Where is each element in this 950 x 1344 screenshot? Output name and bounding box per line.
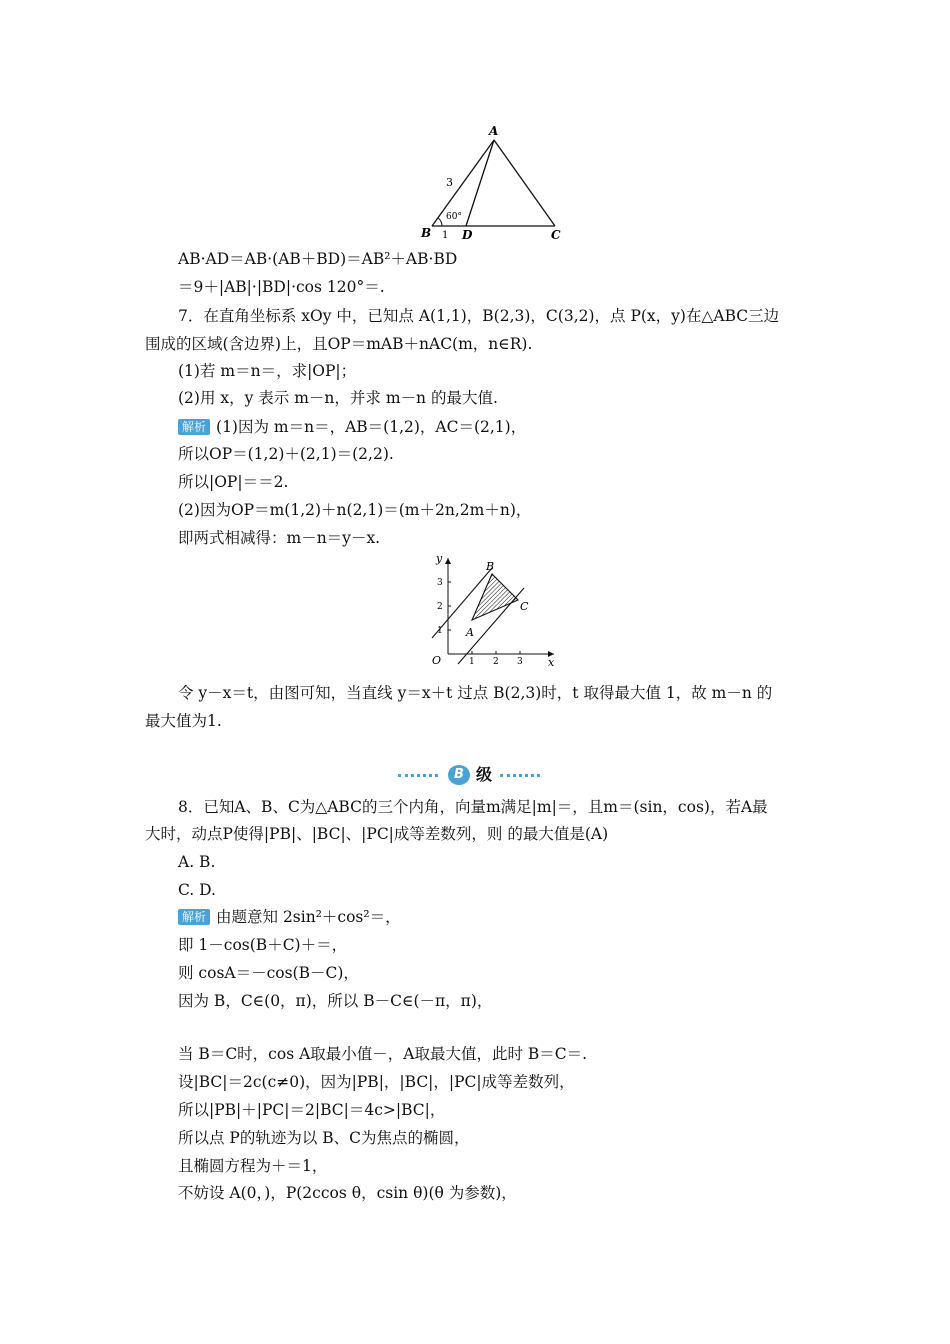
label-C: C	[551, 228, 561, 242]
solution-line	[178, 417, 526, 437]
text-line: 所以OP＝(1,2)＋(2,1)＝(2,2).	[178, 445, 394, 463]
solution-tag: 解析	[178, 419, 210, 435]
tick-label-y1: 1	[437, 626, 443, 636]
text-line: 最大值为1.	[145, 712, 222, 730]
divider-dots-right	[500, 774, 540, 777]
problem-8-line: 大时，动点P使得|PB|、|BC|、|PC|成等差数列，则 的最大值是(A)	[145, 825, 609, 843]
tick-label-x1: 1	[469, 657, 475, 667]
choice-line: C. D.	[178, 881, 216, 899]
text-line: 当 B＝C时，cos A取最小值－，A取最大值，此时 B＝C＝.	[178, 1045, 588, 1063]
label-angle: 60°	[446, 212, 462, 222]
label-seg-1: 1	[442, 230, 449, 241]
solution-text: (1)因为 m＝n＝，AB＝(1,2)，AC＝(2,1)，	[216, 418, 527, 436]
label-side-3: 3	[446, 176, 453, 189]
solution-line	[178, 907, 401, 927]
text-line: 则 cosA＝－cos(B－C)，	[178, 964, 359, 982]
text-line: 所以|OP|＝＝2.	[178, 473, 289, 491]
label-A: A	[489, 124, 499, 138]
coordinate-figure	[424, 550, 559, 670]
origin-label: O	[432, 654, 442, 667]
text-line: 所以点 P的轨迹为以 B、C为焦点的椭圆，	[178, 1129, 470, 1147]
text-line: 即 1－cos(B＋C)＋＝，	[178, 936, 348, 954]
text-line: 令 y－x＝t，由图可知，当直线 y＝x＋t 过点 B(2,3)时，t 取得最大值 1，故 m－n 的	[178, 684, 773, 702]
text-line: AB·AD＝AB·(AB＋BD)＝AB²＋AB·BD	[178, 250, 458, 268]
text-line: 所以|PB|＋|PC|＝2|BC|＝4c>|BC|，	[178, 1101, 446, 1119]
text-line: 不妨设 A(0，)，P(2ccos θ，csin θ)(θ 为参数)，	[178, 1184, 517, 1202]
text-line: 即两式相减得：m－n＝y－x.	[178, 529, 381, 547]
problem-7-line: 7．在直角坐标系 xOy 中，已知点 A(1,1)，B(2,3)，C(3,2)，点 P(x，y)在△ABC三边	[178, 307, 780, 325]
level-b-divider	[388, 765, 558, 785]
text-line: 因为 B，C∈(0，π)，所以 B－C∈(－π，π)，	[178, 992, 493, 1010]
choice-line: A. B.	[178, 853, 216, 871]
problem-7-line: 围成的区域(含边界)上，且OP＝mAB＋nAC(m，n∈R).	[145, 335, 533, 353]
axis-label-x: x	[548, 656, 555, 669]
point-label-C: C	[520, 600, 529, 613]
axis-label-y: y	[436, 552, 443, 565]
point-label-B: B	[486, 560, 495, 573]
label-B: B	[421, 226, 432, 240]
text-line: (2)因为OP＝m(1,2)＋n(2,1)＝(m＋2n,2m＋n)，	[178, 501, 532, 519]
triangle-figure	[418, 122, 568, 244]
level-badge: B	[448, 765, 470, 785]
label-D: D	[462, 228, 473, 242]
text-line: ＝9＋|AB|·|BD|·cos 120°＝.	[178, 278, 385, 296]
level-word: 级	[476, 765, 493, 784]
divider-dots-left	[398, 774, 438, 777]
tick-label-y2: 2	[437, 602, 443, 612]
text-line: 且椭圆方程为＋＝1，	[178, 1157, 328, 1175]
tick-label-x2: 2	[493, 657, 499, 667]
solution-tag: 解析	[178, 909, 210, 925]
point-label-A: A	[466, 626, 474, 639]
tick-label-x3: 3	[517, 657, 523, 667]
text-line: (2)用 x，y 表示 m－n，并求 m－n 的最大值.	[178, 389, 498, 407]
text-line: 设|BC|＝2c(c≠0)，因为|PB|，|BC|，|PC|成等差数列，	[178, 1073, 575, 1091]
text-line: (1)若 m＝n＝，求|OP|；	[178, 362, 357, 380]
solution-text: 由题意知 2sin²＋cos²＝，	[216, 908, 401, 926]
tick-label-y3: 3	[437, 578, 443, 588]
problem-8-line: 8．已知A、B、C为△ABC的三个内角，向量m满足|m|＝，且m＝(sin，cos)，若A最	[178, 798, 768, 816]
